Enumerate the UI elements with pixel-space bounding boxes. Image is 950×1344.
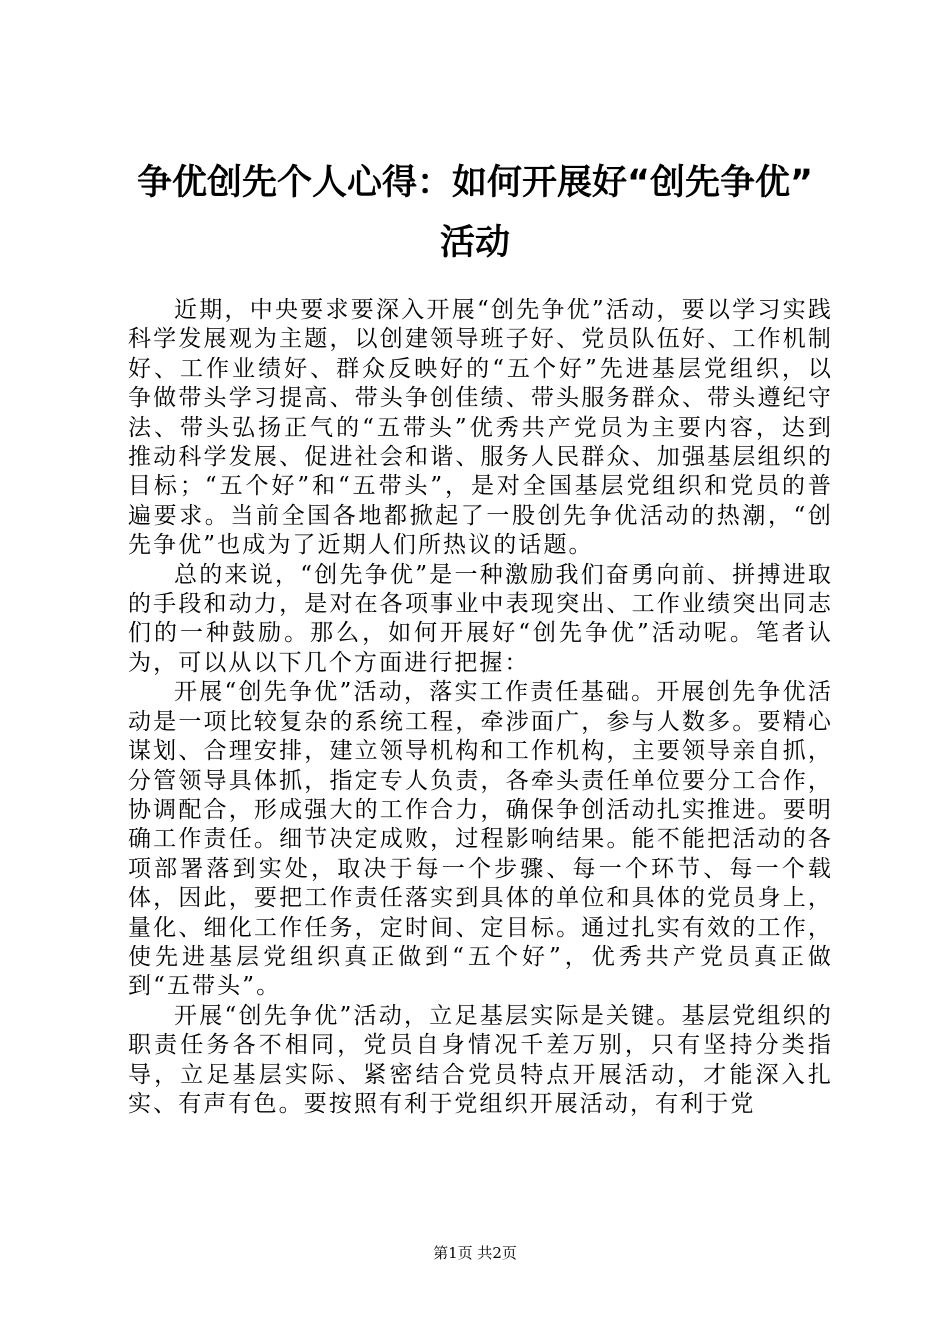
document-title-line-2: 活动 (439, 223, 510, 263)
page-footer: 第1页 共2页 (433, 1244, 517, 1262)
paragraph-4: 开展“创先争优”活动，立足基层实际是关键。基层党组织的职责任务各不相同，党员自身情况千差万别，只有坚持分类指导，立足基层实际、紧密结合党员特点开展活动，才能深入扎实、有声有色。要按照有利于党组织开展活动，有利于党 (128, 1002, 833, 1117)
document-title-line-1: 争优创先个人心得：如何开展好“创先争优” (136, 163, 813, 203)
paragraph-3: 开展“创先争优”活动，落实工作责任基础。开展创先争优活动是一项比较复杂的系统工程，牵涉面广，参与人数多。要精心谋划、合理安排，建立领导机构和工作机构，主要领导亲自抓，分管领导具体抓，指定专人负责，各牵头责任单位要分工合作，协调配合，形成强大的工作合力，确保争创活动扎实推进。要明确工作责任。细节决定成败，过程影响结果。能不能把活动的各项部署落到实处，取决于每一个步骤、每一个环节、每一个载体，因此，要把工作责任落实到具体的单位和具体的党员身上，量化、细化工作任务，定时间、定目标。通过扎实有效的工作，使先进基层党组织真正做到“五个好”，优秀共产党员真正做到“五带头”。 (128, 679, 833, 1000)
paragraph-2: 总的来说，“创先争优”是一种激励我们奋勇向前、拼搏进取的手段和动力，是对在各项事业中表现突出、工作业绩突出同志们的一种鼓励。那么，如何开展好“创先争优”活动呢。笔者认为，可以从以下几个方面进行把握： (128, 561, 833, 676)
paragraph-1: 近期，中央要求要深入开展“创先争优”活动，要以学习实践科学发展观为主题，以创建领导班子好、党员队伍好、工作机制好、工作业绩好、群众反映好的“五个好”先进基层党组织，以争做带头学习提高、带头争创佳绩、带头服务群众、带头遵纪守法、带头弘扬正气的“五带头”优秀共产党员为主要内容，达到推动科学发展、促进社会和谐、服务人民群众、加强基层组织的目标；“五个好”和“五带头”，是对全国基层党组织和党员的普遍要求。当前全国各地都掀起了一股创先争优活动的热潮，“创先争优”也成为了近期人们所热议的话题。 (128, 297, 833, 559)
document-body (128, 296, 833, 1119)
